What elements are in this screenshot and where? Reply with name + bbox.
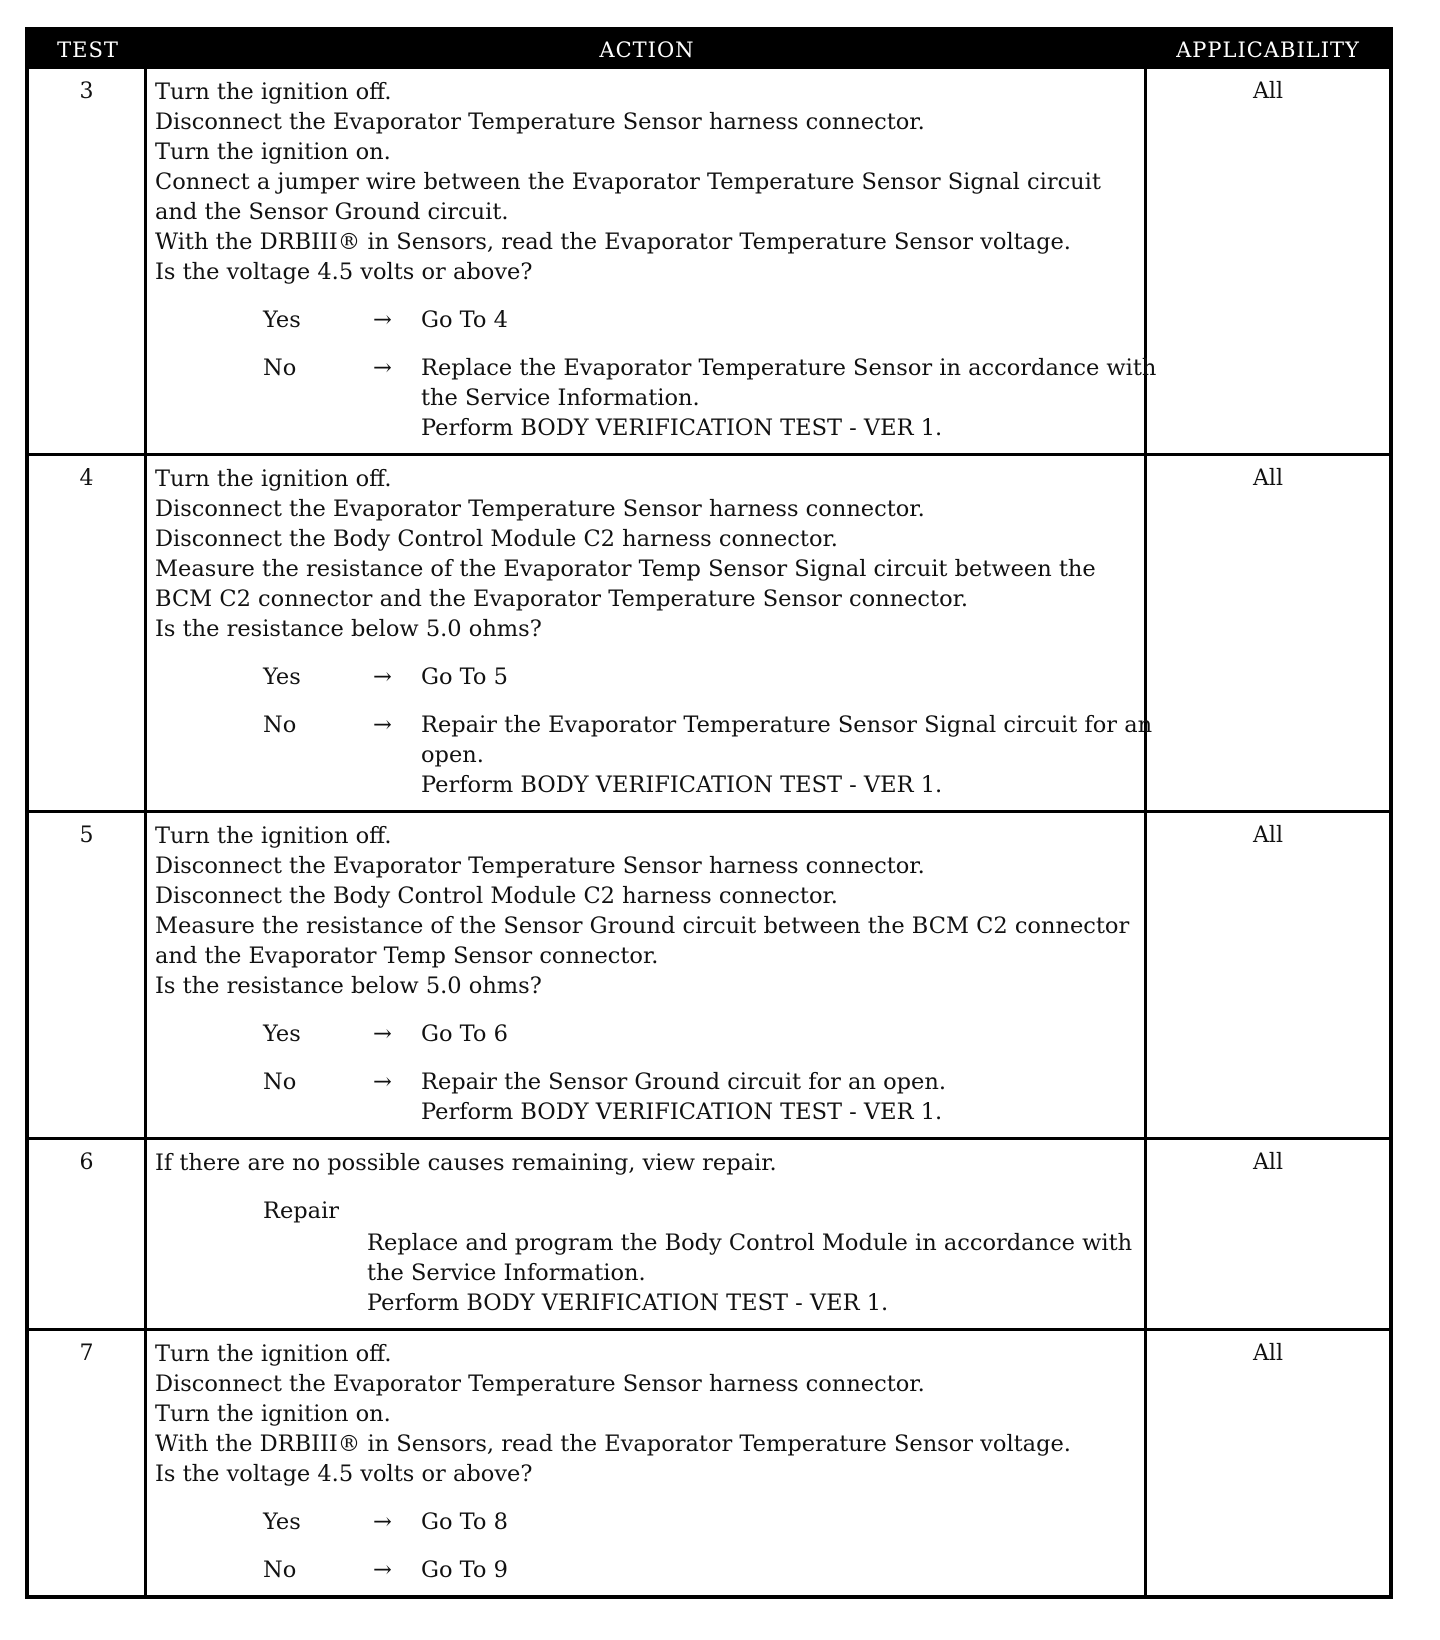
action-line: BCM C2 connector and the Evaporator Temperature Sensor connector.: [155, 586, 969, 612]
action-line: Disconnect the Body Control Module C2 harness connector.: [155, 883, 838, 909]
yes-option: [155, 662, 1136, 692]
no-result: [421, 353, 1156, 443]
table-row: [29, 810, 1389, 1137]
result-line: Perform BODY VERIFICATION TEST - VER 1.: [421, 415, 943, 441]
no-label: No: [263, 712, 297, 738]
test-number: 7: [29, 1331, 147, 1595]
result-line: the Service Information.: [421, 385, 700, 411]
test-number: 5: [29, 813, 147, 1137]
header-test: TEST: [57, 38, 119, 62]
yes-result: [421, 1019, 1136, 1049]
repair-text: [155, 1228, 1136, 1318]
no-option: [155, 1067, 1136, 1127]
table-row: [29, 1328, 1389, 1595]
yes-label: Yes: [263, 664, 301, 690]
table-row: [29, 453, 1389, 810]
action-line: Is the voltage 4.5 volts or above?: [155, 259, 533, 285]
action-cell: [147, 1331, 1147, 1595]
result-line: open.: [421, 742, 484, 768]
repair-label: Repair: [263, 1198, 340, 1224]
result-line: Go To 4: [421, 307, 508, 333]
table-row: [29, 69, 1389, 453]
test-number: 3: [29, 69, 147, 453]
arrow-icon: →: [373, 1021, 392, 1047]
action-line: If there are no possible causes remaining, view repair.: [155, 1150, 777, 1176]
result-line: Replace the Evaporator Temperature Sensor in accordance with: [421, 355, 1157, 381]
action-line: With the DRBIII® in Sensors, read the Evaporator Temperature Sensor voltage.: [155, 1431, 1071, 1457]
action-cell: [147, 69, 1157, 453]
action-line: Connect a jumper wire between the Evaporator Temperature Sensor Signal circuit: [155, 169, 1101, 195]
yes-result: [421, 1507, 1136, 1537]
action-cell: [147, 456, 1153, 810]
yes-result: [421, 305, 1136, 335]
action-line: and the Evaporator Temp Sensor connector.: [155, 943, 659, 969]
yes-result: [421, 662, 1136, 692]
applicability-value: All: [1253, 466, 1283, 491]
result-line: Go To 6: [421, 1021, 508, 1047]
no-result: [421, 1555, 1136, 1585]
table-body: [29, 69, 1389, 1595]
no-result: [421, 710, 1152, 800]
action-line: and the Sensor Ground circuit.: [155, 199, 509, 225]
result-line: Go To 9: [421, 1557, 508, 1583]
repair-line: Replace and program the Body Control Module in accordance with: [367, 1230, 1133, 1256]
yes-option: [155, 1507, 1136, 1537]
arrow-icon: →: [373, 664, 392, 690]
result-line: Repair the Evaporator Temperature Sensor Signal circuit for an: [421, 712, 1153, 738]
applicability-value: All: [1253, 1341, 1283, 1366]
test-number: 6: [29, 1140, 147, 1328]
action-line: Disconnect the Evaporator Temperature Sensor harness connector.: [155, 1371, 925, 1397]
action-line: Turn the ignition off.: [155, 79, 392, 105]
action-line: Disconnect the Evaporator Temperature Sensor harness connector.: [155, 496, 925, 522]
repair-line: Perform BODY VERIFICATION TEST - VER 1.: [367, 1290, 889, 1316]
action-line: Turn the ignition off.: [155, 823, 392, 849]
action-line: Disconnect the Body Control Module C2 harness connector.: [155, 526, 838, 552]
table-row: [29, 1137, 1389, 1328]
arrow-icon: →: [373, 712, 392, 738]
result-line: Perform BODY VERIFICATION TEST - VER 1.: [421, 772, 943, 798]
action-line: Disconnect the Evaporator Temperature Sensor harness connector.: [155, 853, 925, 879]
result-line: Go To 5: [421, 664, 508, 690]
yes-label: Yes: [263, 1509, 301, 1535]
no-result: [421, 1067, 1136, 1127]
repair-line: the Service Information.: [367, 1260, 646, 1286]
arrow-icon: →: [373, 307, 392, 333]
no-label: No: [263, 355, 297, 381]
yes-option: [155, 305, 1136, 335]
action-line: Turn the ignition on.: [155, 139, 391, 165]
action-line: Is the voltage 4.5 volts or above?: [155, 1461, 533, 1487]
arrow-icon: →: [373, 1069, 392, 1095]
test-number: 4: [29, 456, 147, 810]
action-line: Measure the resistance of the Sensor Ground circuit between the BCM C2 connector: [155, 913, 1130, 939]
yes-label: Yes: [263, 307, 301, 333]
arrow-icon: →: [373, 1557, 392, 1583]
applicability-value: All: [1253, 823, 1283, 848]
table-header: [29, 31, 1389, 69]
arrow-icon: →: [373, 1509, 392, 1535]
action-line: Turn the ignition on.: [155, 1401, 391, 1427]
diagnostic-test-table: [25, 27, 1393, 1599]
yes-label: Yes: [263, 1021, 301, 1047]
header-applicability: APPLICABILITY: [1176, 38, 1360, 62]
yes-option: [155, 1019, 1136, 1049]
action-line: Turn the ignition off.: [155, 1341, 392, 1367]
action-line: Disconnect the Evaporator Temperature Sensor harness connector.: [155, 109, 925, 135]
no-label: No: [263, 1557, 297, 1583]
no-option: [155, 1555, 1136, 1585]
action-line: Turn the ignition off.: [155, 466, 392, 492]
action-line: With the DRBIII® in Sensors, read the Evaporator Temperature Sensor voltage.: [155, 229, 1071, 255]
applicability-value: All: [1253, 1150, 1283, 1175]
action-line: Is the resistance below 5.0 ohms?: [155, 616, 542, 642]
result-line: Perform BODY VERIFICATION TEST - VER 1.: [421, 1099, 943, 1125]
no-label: No: [263, 1069, 297, 1095]
action-cell: [147, 1140, 1147, 1328]
action-line: Measure the resistance of the Evaporator Temp Sensor Signal circuit between the: [155, 556, 1096, 582]
arrow-icon: →: [373, 355, 392, 381]
result-line: Repair the Sensor Ground circuit for an open.: [421, 1069, 946, 1095]
applicability-value: All: [1253, 79, 1283, 104]
action-line: Is the resistance below 5.0 ohms?: [155, 973, 542, 999]
action-cell: [147, 813, 1147, 1137]
result-line: Go To 8: [421, 1509, 508, 1535]
header-action: ACTION: [599, 38, 695, 62]
no-option: [155, 353, 1157, 443]
no-option: [155, 710, 1153, 800]
